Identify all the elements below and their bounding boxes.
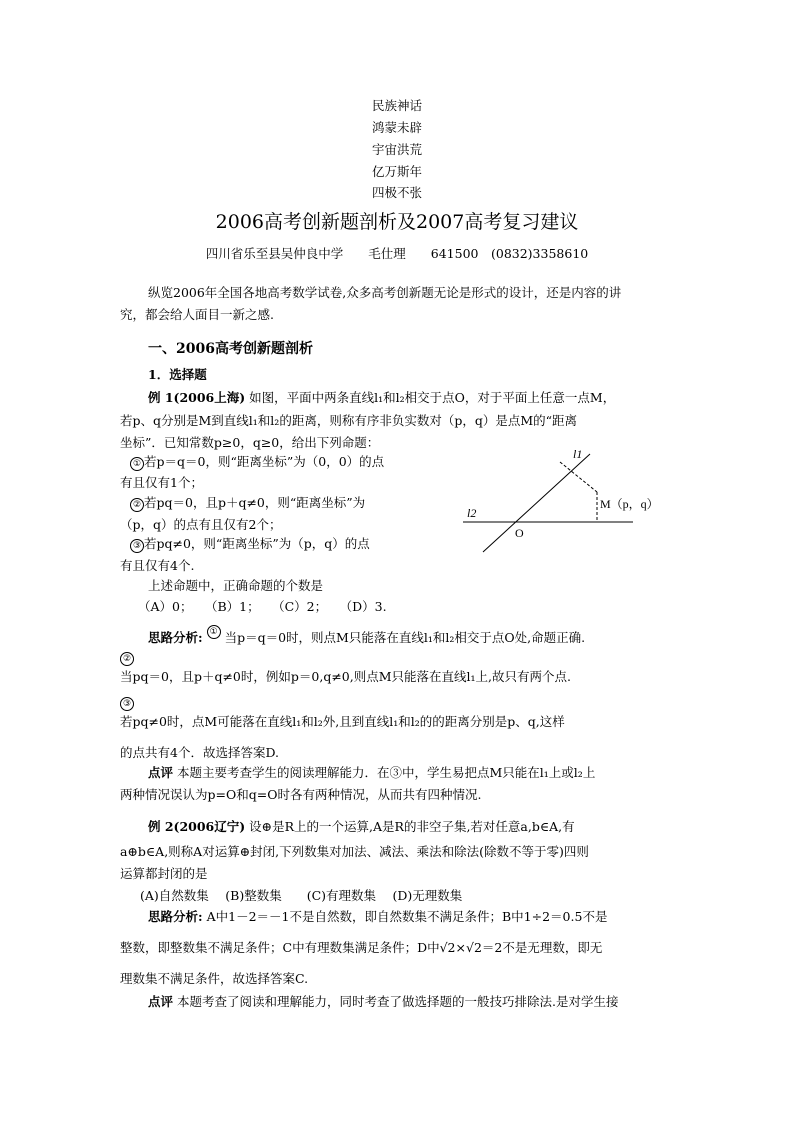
circled-number-3: ③: [130, 539, 144, 553]
claim-3-line-b: 有且仅有4个.: [120, 558, 195, 573]
analysis-1-line-3: [120, 699, 565, 735]
analysis-1-line-1: [148, 629, 585, 647]
subsection-heading: 1．选择题: [148, 367, 207, 382]
analysis-1-text: 当p＝q＝0时，则点M只能落在直线l₁和l₂相交于点O处,命题正确.: [224, 630, 586, 645]
comment-label: 点评: [148, 994, 174, 1009]
circled-number-1: ①: [130, 457, 144, 471]
example-2-options: (A)自然数集 (B)整数集 (C)有理数集 (D)无理数集: [140, 888, 463, 903]
example-1-line-2: 若p、q分别是M到直线l₁和l₂的距离，则称有序非负实数对（p，q）是点M的“距离: [120, 413, 578, 428]
claim-3-line-a: [130, 535, 370, 553]
label-M: M（p，q）: [600, 497, 659, 511]
analysis-2-text-1: A中1－2＝－1不是自然数，即自然数集不满足条件；B中1÷2＝0.5不是: [206, 909, 608, 924]
claim-2-line-b: （p，q）的点有且仅有2个；: [120, 517, 282, 532]
circled-number-1: ①: [207, 625, 221, 639]
claim-2-line-a: [130, 494, 365, 512]
analysis-2-line-1: [148, 908, 607, 926]
example-2-label: 例 2(2006辽宁): [148, 819, 246, 834]
analysis-label: 思路分析:: [148, 909, 203, 924]
label-l1: l1: [573, 447, 583, 461]
distance-coordinate-figure: [455, 440, 695, 570]
poem-line-5: 四极不张: [371, 185, 422, 200]
comment-1-text-1: 本题主要考查学生的阅读理解能力．在③中，学生易把点M只能在l₁上或l₂上: [177, 765, 596, 780]
page-title: 2006高考创新题剖析及2007高考复习建议: [215, 211, 579, 233]
comment-1-line-1: [148, 764, 595, 782]
circled-number-2: ②: [130, 498, 144, 512]
claim-2-text-a: 若pq＝0，且p＋q≠0，则“距离坐标”为: [144, 495, 366, 510]
author-line: 四川省乐至县吴仲良中学 毛仕理 641500 (0832)3358610: [205, 246, 589, 261]
poem-line-3: 宇宙洪荒: [371, 142, 422, 157]
poem-line-2: 鸿蒙未辟: [371, 120, 422, 135]
example-1-text-1: 如图，平面中两条直线l₁和l₂相交于点O，对于平面上任意一点M，: [249, 390, 616, 405]
intro-line-1: 纵览2006年全国各地高考数学试卷,众多高考创新题无论是形式的设计，还是内容的讲: [148, 285, 622, 300]
analysis-2-text: 当pq＝0，且p＋q≠0时，例如p＝0,q≠0,则点M只能落在直线l₁上,故只有两个点.: [120, 669, 571, 684]
line-l1: [483, 454, 590, 552]
label-O: O: [515, 526, 524, 540]
circled-number-2: ②: [120, 652, 134, 666]
poem-line-4: 亿万斯年: [371, 164, 422, 179]
poem-line-1: 民族神话: [371, 98, 422, 113]
comment-1-line-2: 两种情况误认为p=O和q=O时各有两种情况，从而共有四种情况.: [120, 787, 482, 802]
label-l2: l2: [467, 506, 477, 520]
claim-1-text-a: 若p＝q＝0，则“距离坐标”为（0，0）的点: [144, 454, 385, 469]
claim-3-text-a: 若pq≠0，则“距离坐标”为（p，q）的点: [144, 536, 370, 551]
comment-2-text-1: 本题考查了阅读和理解能力，同时考查了做选择题的一般技巧排除法.是对学生接: [177, 994, 619, 1009]
analysis-label: 思路分析:: [148, 630, 203, 645]
example-1-line-3: 坐标”．已知常数p≥0，q≥0，给出下列命题：: [120, 435, 380, 450]
example-2-text-1: 设⊕是R上的一个运算,A是R的非空子集,若对任意a,b∈A,有: [249, 819, 575, 834]
analysis-2-line-3: 理数集不满足条件，故选择答案C.: [120, 971, 309, 986]
options-line: （A）0； （B）1； （C）2； （D）3.: [138, 599, 387, 614]
example-1-line-1: [148, 389, 615, 407]
example-2-line-3: 运算都封闭的是: [120, 866, 208, 881]
analysis-1-line-4: 的点共有4个．故选择答案D.: [120, 745, 280, 760]
example-2-line-2: a⊕b∈A,则称A对运算⊕封闭,下列数集对加法、减法、乘法和除法(除数不等于零)四则: [120, 844, 589, 859]
claim-1-line-b: 有且仅有1个；: [120, 475, 203, 490]
analysis-3-text: 若pq≠0时，点M可能落在直线l₁和l₂外,且到直线l₁和l₂的的距离分别是p、q,这样: [120, 714, 565, 729]
analysis-2-line-2: 整数，即整数集不满足条件；C中有理数集满足条件；D中√2×√2＝2不是无理数，即无: [120, 940, 603, 955]
example-1-label: 例 1(2006上海): [148, 390, 246, 405]
section-heading: 一、2006高考创新题剖析: [148, 341, 313, 357]
claim-1-line-a: [130, 453, 384, 471]
comment-label: 点评: [148, 765, 174, 780]
circled-number-3: ③: [120, 697, 134, 711]
example-2-line-1: [148, 818, 575, 836]
intro-line-2: 究，都会给人面目一新之感.: [120, 307, 274, 322]
question-line: 上述命题中，正确命题的个数是: [148, 578, 324, 593]
comment-2-line-1: [148, 993, 618, 1011]
analysis-1-line-2: [120, 656, 571, 692]
